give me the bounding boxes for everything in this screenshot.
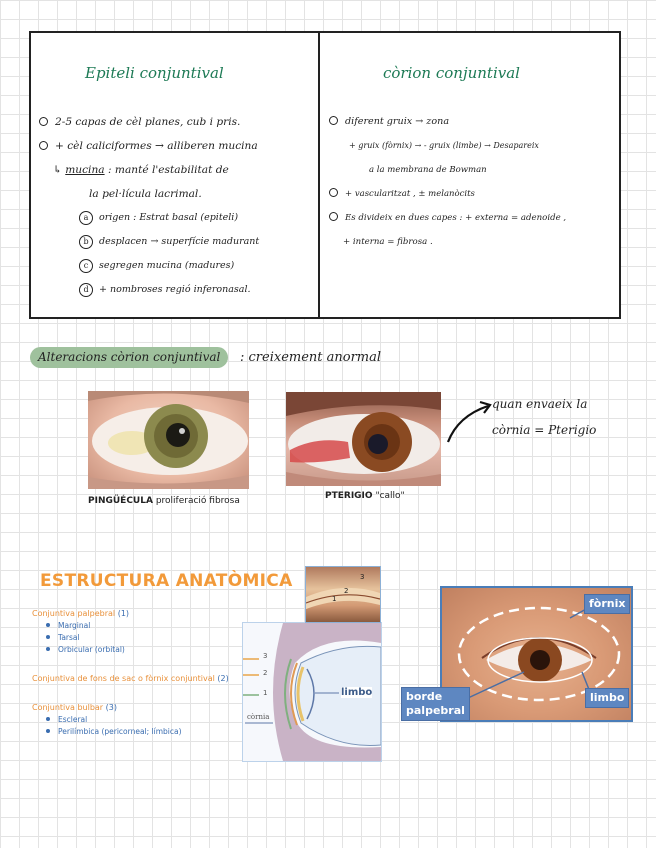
note-line: + gruix (fòrnix) → - gruix (limbe) → Desapareix bbox=[349, 141, 539, 150]
alterations-pill: Alteracions còrion conjuntival bbox=[30, 347, 228, 368]
note-line: Es divideix en dues capes : + externa = adenoide , bbox=[329, 211, 566, 225]
list-item: Escleral bbox=[46, 715, 182, 724]
list-item: Perilímbica (pericorneal; límbica) bbox=[46, 727, 182, 736]
bullet-icon bbox=[46, 647, 50, 651]
note-line: + vascularitzat , ± melanòcits bbox=[329, 187, 475, 201]
pinguecula-photo bbox=[88, 391, 249, 489]
conjunctiva-section-diagram bbox=[242, 622, 382, 762]
layer-label-3: 3 bbox=[263, 652, 268, 660]
eye-photo-icon bbox=[88, 391, 249, 489]
eyelid-photo-icon bbox=[306, 567, 380, 622]
note-line: la pel·lícula lacrimal. bbox=[89, 188, 202, 200]
limbo-label: limbo bbox=[341, 687, 373, 698]
group-bulbar: Conjuntiva bulbar (3) Escleral Perilímbica (pericorneal; límbica) bbox=[32, 703, 182, 736]
circled-letter: b bbox=[79, 235, 93, 249]
pterigio-caption: PTERIGIO "callo" bbox=[325, 491, 405, 501]
bullet-icon bbox=[329, 212, 338, 221]
circled-letter: d bbox=[79, 283, 93, 297]
note-line: 2-5 capas de cèl planes, cub i pris. bbox=[39, 115, 240, 129]
group-fornix: Conjuntiva de fons de sac o fòrnix conjuntival (2) bbox=[32, 674, 229, 683]
list-item: Marginal bbox=[46, 621, 129, 630]
notes-table bbox=[29, 31, 621, 319]
layer-label-2: 2 bbox=[263, 669, 268, 677]
note-line: a la membrana de Bowman bbox=[369, 165, 487, 175]
alterations-note: : creixement anormal bbox=[240, 350, 382, 365]
list-item: Tarsal bbox=[46, 633, 129, 642]
right-column-title: còrion conjuntival bbox=[383, 64, 520, 82]
bullet-icon bbox=[46, 635, 50, 639]
circled-letter: a bbox=[79, 211, 93, 225]
anatomy-title: ESTRUCTURA ANATÒMICA bbox=[40, 571, 293, 591]
table-divider bbox=[318, 33, 320, 317]
pointer-line-icon bbox=[466, 668, 528, 700]
note-line: + cèl caliciformes → alliberen mucina bbox=[39, 139, 258, 153]
pterigio-photo bbox=[286, 392, 441, 486]
arrow-note-line-1: quan envaeix la bbox=[492, 397, 588, 411]
thumb-label-1: 1 bbox=[332, 595, 337, 603]
circled-letter: c bbox=[79, 259, 93, 273]
note-line: b desplacen → superfície madurant bbox=[79, 235, 259, 249]
eye-photo-icon bbox=[286, 392, 441, 486]
curved-arrow-icon bbox=[444, 398, 494, 448]
bullet-icon bbox=[329, 116, 338, 125]
pinguecula-caption: PINGÜÉCULA proliferació fibrosa bbox=[88, 496, 240, 506]
layer-label-1: 1 bbox=[263, 689, 268, 697]
left-column-title: Epiteli conjuntival bbox=[85, 64, 224, 82]
thumb-label-3: 3 bbox=[360, 573, 365, 581]
note-line: c segregen mucina (madures) bbox=[79, 259, 234, 273]
note-line: d + nombroses regió inferonasal. bbox=[79, 283, 251, 297]
borde-palpebral-label: borde palpebral bbox=[401, 687, 470, 721]
bullet-icon bbox=[329, 188, 338, 197]
limbo-eye-label: limbo bbox=[585, 688, 629, 708]
arrow-note-line-2: còrnia = Pterigio bbox=[492, 423, 597, 437]
note-line: + interna = fibrosa . bbox=[343, 237, 433, 247]
thumb-label-2: 2 bbox=[344, 587, 349, 595]
bullet-icon bbox=[46, 623, 50, 627]
eyelid-thumbnail bbox=[305, 566, 381, 623]
group-palpebral: Conjuntiva palpebral (1) Marginal Tarsal Orbicular (orbital) bbox=[32, 609, 130, 654]
arrow-icon: ↳ bbox=[53, 164, 66, 176]
list-item: Orbicular (orbital) bbox=[46, 645, 129, 654]
bullet-icon bbox=[46, 729, 50, 733]
note-line: ↳ mucina : manté l'estabilitat de bbox=[53, 164, 229, 176]
note-line: diferent gruix → zona bbox=[329, 115, 449, 129]
note-line: a origen : Estrat basal (epiteli) bbox=[79, 211, 238, 225]
cornia-label: còrnia bbox=[247, 713, 270, 721]
bullet-icon bbox=[39, 141, 48, 150]
bullet-icon bbox=[39, 117, 48, 126]
fornix-label: fòrnix bbox=[584, 594, 630, 614]
bullet-icon bbox=[46, 717, 50, 721]
